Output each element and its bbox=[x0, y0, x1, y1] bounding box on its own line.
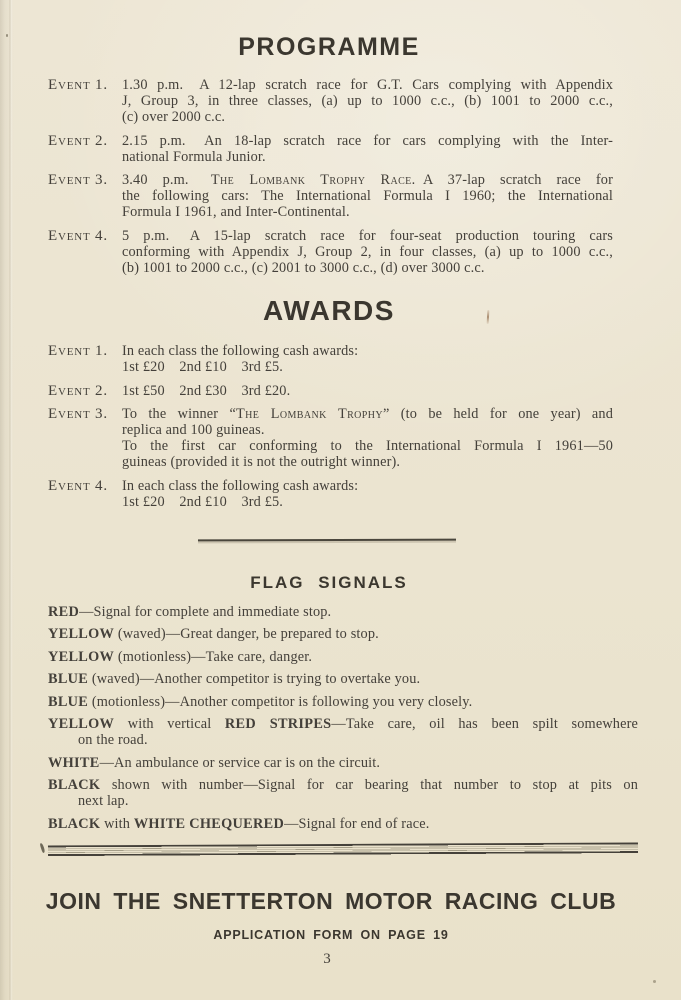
text-line: replica and 100 guineas. bbox=[122, 422, 265, 439]
flag-signal-item bbox=[48, 777, 638, 809]
event-description bbox=[122, 77, 613, 126]
award-event-row bbox=[48, 478, 638, 510]
page-content bbox=[45, 0, 638, 967]
award-event-row bbox=[48, 406, 638, 471]
text-line: guineas (provided it is not the outright winner). bbox=[122, 454, 401, 471]
awards-title: AWARDS bbox=[263, 295, 395, 327]
event-label: Event 1. bbox=[48, 343, 108, 360]
event-label: Event 2. bbox=[48, 132, 108, 149]
award-event-row bbox=[48, 343, 638, 375]
text-line: 2.15 p.m. An 18-lap scratch race for cars complying with the Inter- bbox=[122, 132, 613, 149]
programme-event-list bbox=[48, 77, 638, 276]
paper-speck bbox=[653, 980, 656, 983]
text-line: on the road. bbox=[78, 732, 148, 749]
text-line: Formula I 1961, and Inter-Continental. bbox=[122, 204, 350, 221]
flag-signals-title: FLAG SIGNALS bbox=[250, 573, 408, 593]
flag-signal-item bbox=[48, 671, 638, 687]
programme-event-row bbox=[48, 133, 638, 165]
section-divider-rule bbox=[198, 539, 456, 542]
flag-signal-item bbox=[48, 626, 638, 642]
flag-signal-item bbox=[48, 604, 638, 620]
programme-title: PROGRAMME bbox=[238, 33, 420, 61]
event-label: Event 4. bbox=[48, 477, 108, 494]
flag-signal-item bbox=[48, 649, 638, 665]
double-rule bbox=[48, 842, 638, 856]
text-line: BLACK with WHITE CHEQUERED—Signal for end of race. bbox=[48, 815, 430, 832]
text-line: (c) over 2000 c.c. bbox=[122, 109, 226, 126]
flag-signal-item bbox=[48, 755, 638, 771]
text-line: 1st £20 2nd £10 3rd £5. bbox=[122, 359, 284, 376]
text-line: YELLOW with vertical RED STRIPES—Take care, oil has been spilt somewhere bbox=[48, 716, 638, 733]
text-line: YELLOW (motionless)—Take care, danger. bbox=[48, 648, 313, 665]
award-event-row bbox=[48, 383, 638, 399]
text-line: BLACK shown with number—Signal for car bearing that number to stop at pits on bbox=[48, 777, 638, 793]
text-line: next lap. bbox=[78, 793, 129, 810]
event-description bbox=[122, 172, 613, 221]
award-description bbox=[122, 406, 613, 471]
text-line: the following cars: The International Formula I 1960; the International bbox=[122, 188, 613, 205]
text-line: WHITE—An ambulance or service car is on the circuit. bbox=[48, 754, 381, 771]
text-line: To the winner “The Lombank Trophy” (to be held for one year) and bbox=[122, 405, 613, 422]
text-line: (b) 1001 to 2000 c.c., (c) 2001 to 3000 c.c., (d) over 3000 c.c. bbox=[122, 260, 485, 277]
event-label: Event 3. bbox=[48, 405, 108, 422]
event-label: Event 3. bbox=[48, 172, 108, 189]
text-line: 3.40 p.m. The Lombank Trophy Race. A 37-lap scratch race for bbox=[122, 172, 613, 189]
text-line: conforming with Appendix J, Group 2, in four classes, (a) up to 1000 c.c., bbox=[122, 243, 613, 260]
flag-signal-item bbox=[48, 816, 638, 832]
paper-speck bbox=[6, 34, 8, 37]
flag-signal-item bbox=[48, 694, 638, 710]
paper-crease bbox=[9, 0, 13, 1000]
text-line: YELLOW (waved)—Great danger, be prepared to stop. bbox=[48, 626, 379, 643]
text-line: 5 p.m. A 15-lap scratch race for four-seat production touring cars bbox=[122, 227, 613, 244]
page-number: 3 bbox=[323, 950, 331, 967]
event-label: Event 4. bbox=[48, 227, 108, 244]
awards-event-list bbox=[48, 343, 638, 510]
text-line: In each class the following cash awards: bbox=[122, 477, 359, 494]
text-line: In each class the following cash awards: bbox=[122, 343, 359, 360]
ink-mark bbox=[40, 843, 46, 853]
programme-event-row bbox=[48, 77, 638, 126]
text-line: BLUE (waved)—Another competitor is trying to overtake you. bbox=[48, 671, 421, 688]
programme-event-row bbox=[48, 228, 638, 277]
event-label: Event 1. bbox=[48, 77, 108, 93]
flag-signals-list bbox=[48, 604, 638, 832]
text-line: 1.30 p.m. A 12-lap scratch race for G.T. Cars complying with Appendix bbox=[122, 77, 613, 93]
club-banner-title: JOIN THE SNETTERTON MOTOR RACING CLUB bbox=[45, 887, 617, 914]
text-line: RED—Signal for complete and immediate stop. bbox=[48, 604, 332, 621]
text-line: To the first car conforming to the International Formula I 1961—50 bbox=[122, 438, 613, 455]
programme-event-row bbox=[48, 172, 638, 221]
text-line: 1st £20 2nd £10 3rd £5. bbox=[122, 493, 284, 510]
text-line: national Formula Junior. bbox=[122, 148, 266, 165]
event-description bbox=[122, 228, 613, 277]
text-line: BLUE (motionless)—Another competitor is following you very closely. bbox=[48, 693, 473, 710]
text-line: J, Group 3, in three classes, (a) up to 1000 c.c., (b) 1001 to 2000 c.c., bbox=[122, 93, 613, 110]
text-line: 1st £50 2nd £30 3rd £20. bbox=[122, 382, 291, 399]
award-description bbox=[122, 478, 613, 510]
event-description bbox=[122, 133, 613, 165]
event-label: Event 2. bbox=[48, 382, 108, 399]
award-description bbox=[122, 343, 613, 375]
flag-signal-item bbox=[48, 716, 638, 748]
award-description bbox=[122, 383, 613, 399]
club-banner-subtitle: APPLICATION FORM ON PAGE 19 bbox=[213, 927, 449, 942]
